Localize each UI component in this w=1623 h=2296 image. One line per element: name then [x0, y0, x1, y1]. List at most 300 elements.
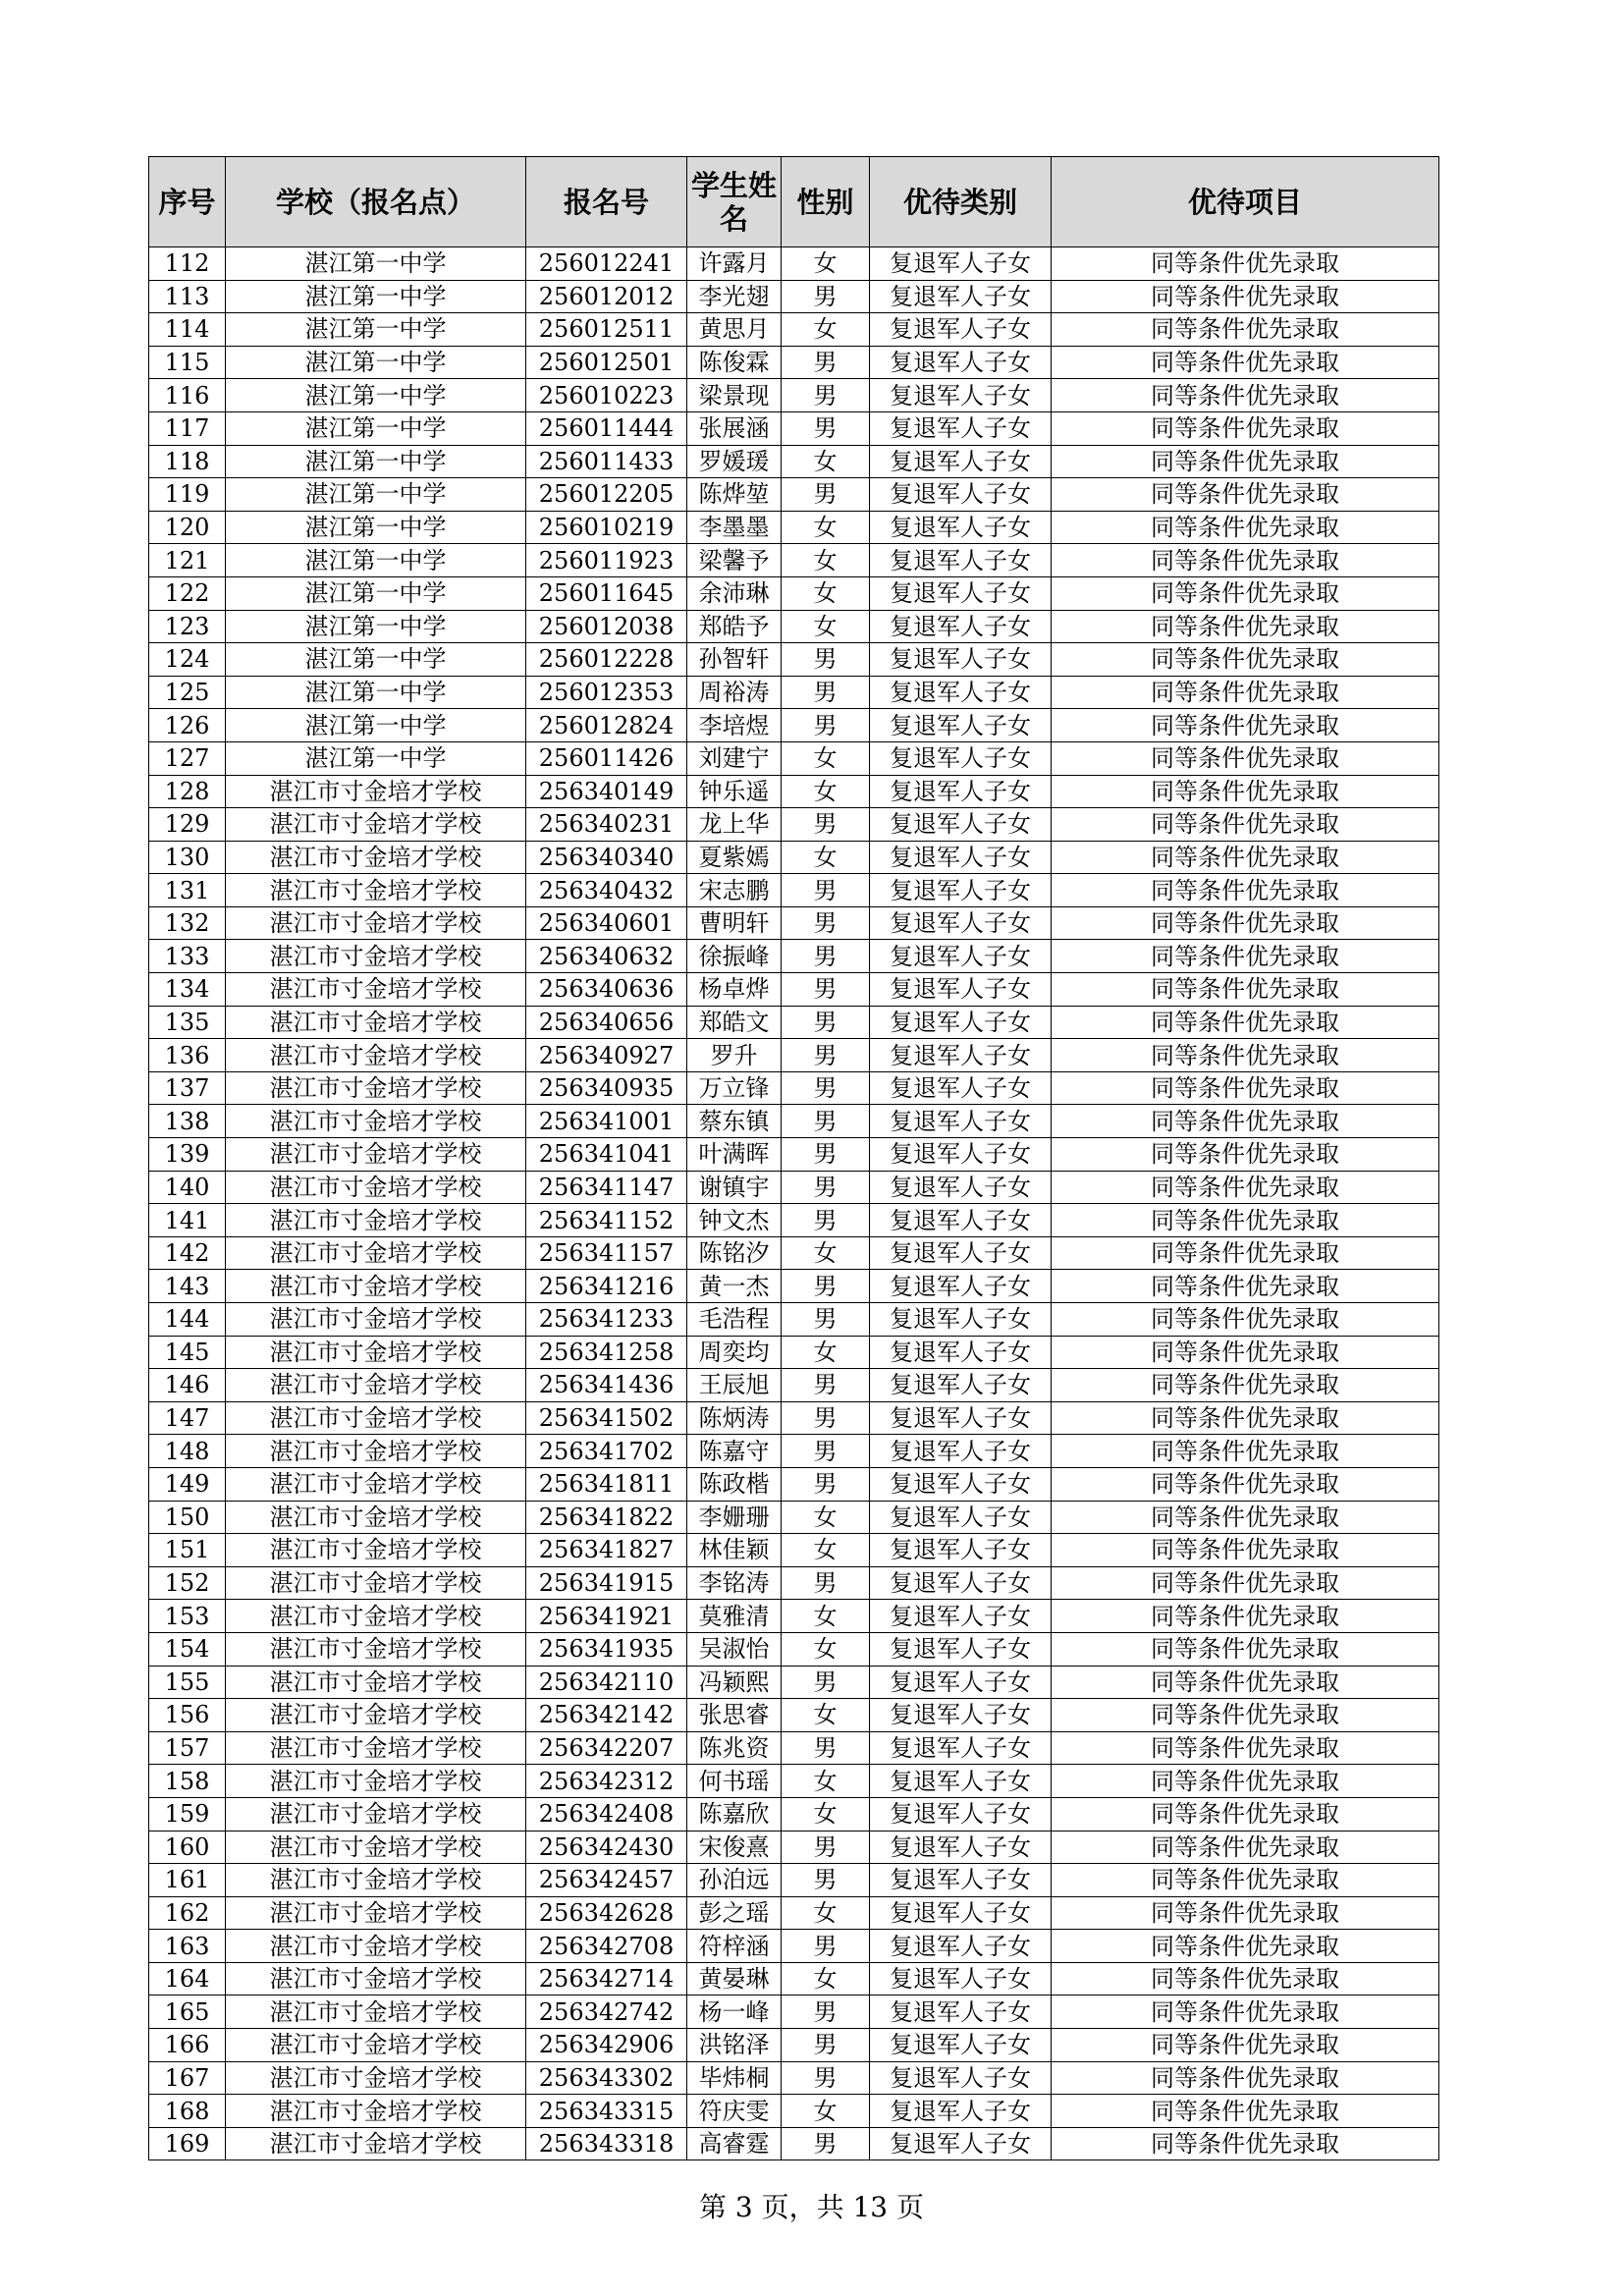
cell-student-name: 冯颖熙 — [687, 1666, 782, 1699]
cell-reg-number: 256341915 — [526, 1566, 687, 1600]
cell-priority-category: 复退军人子女 — [870, 1765, 1052, 1798]
cell-serial: 129 — [149, 808, 226, 842]
cell-gender: 女 — [782, 576, 870, 610]
cell-reg-number: 256342312 — [526, 1765, 687, 1798]
cell-school: 湛江市寸金培才学校 — [226, 1699, 526, 1732]
cell-school: 湛江市寸金培才学校 — [226, 1401, 526, 1435]
cell-gender: 女 — [782, 2095, 870, 2128]
cell-serial: 140 — [149, 1171, 226, 1204]
cell-student-name: 罗媛瑗 — [687, 445, 782, 478]
cell-serial: 113 — [149, 280, 226, 313]
cell-student-name: 李光翅 — [687, 280, 782, 313]
cell-student-name: 刘建宁 — [687, 741, 782, 775]
cell-gender: 男 — [782, 1930, 870, 1963]
cell-serial: 124 — [149, 643, 226, 677]
cell-gender: 男 — [782, 1435, 870, 1468]
cell-reg-number: 256341935 — [526, 1632, 687, 1666]
header-serial: 序号 — [149, 157, 226, 247]
cell-priority-category: 复退军人子女 — [870, 1699, 1052, 1732]
cell-school: 湛江第一中学 — [226, 643, 526, 677]
cell-student-name: 符梓涵 — [687, 1930, 782, 1963]
cell-priority-item: 同等条件优先录取 — [1052, 709, 1439, 742]
cell-student-name: 黄晏琳 — [687, 1962, 782, 1995]
cell-serial: 135 — [149, 1006, 226, 1039]
table-header-row — [149, 157, 1439, 247]
cell-priority-item: 同等条件优先录取 — [1052, 1039, 1439, 1072]
cell-priority-item: 同等条件优先录取 — [1052, 808, 1439, 842]
cell-gender: 男 — [782, 1138, 870, 1172]
header-priority-category: 优待类别 — [870, 157, 1052, 247]
cell-student-name: 钟文杰 — [687, 1204, 782, 1237]
cell-school: 湛江市寸金培才学校 — [226, 1171, 526, 1204]
cell-student-name: 林佳颖 — [687, 1534, 782, 1567]
cell-serial: 148 — [149, 1435, 226, 1468]
cell-school: 湛江市寸金培才学校 — [226, 1896, 526, 1930]
cell-priority-category: 复退军人子女 — [870, 1864, 1052, 1897]
cell-reg-number: 256342207 — [526, 1731, 687, 1765]
cell-reg-number: 256341216 — [526, 1270, 687, 1303]
cell-priority-item: 同等条件优先录取 — [1052, 1632, 1439, 1666]
table-row — [149, 1071, 1439, 1105]
cell-reg-number: 256341041 — [526, 1138, 687, 1172]
cell-reg-number: 256340927 — [526, 1039, 687, 1072]
cell-priority-item: 同等条件优先录取 — [1052, 1204, 1439, 1237]
cell-reg-number: 256011645 — [526, 576, 687, 610]
cell-priority-item: 同等条件优先录取 — [1052, 973, 1439, 1007]
cell-priority-category: 复退军人子女 — [870, 2061, 1052, 2095]
cell-reg-number: 256012205 — [526, 478, 687, 512]
cell-gender: 男 — [782, 643, 870, 677]
cell-priority-item: 同等条件优先录取 — [1052, 940, 1439, 973]
cell-priority-item: 同等条件优先录取 — [1052, 1006, 1439, 1039]
cell-gender: 男 — [782, 2061, 870, 2095]
cell-student-name: 许露月 — [687, 247, 782, 281]
cell-gender: 女 — [782, 1236, 870, 1270]
table-row — [149, 576, 1439, 610]
cell-priority-item: 同等条件优先录取 — [1052, 610, 1439, 643]
cell-gender: 男 — [782, 1071, 870, 1105]
cell-gender: 男 — [782, 1171, 870, 1204]
cell-school: 湛江市寸金培才学校 — [226, 1962, 526, 1995]
cell-priority-item: 同等条件优先录取 — [1052, 1336, 1439, 1369]
table-row — [149, 346, 1439, 379]
cell-reg-number: 256340340 — [526, 841, 687, 874]
cell-serial: 161 — [149, 1864, 226, 1897]
cell-priority-category: 复退军人子女 — [870, 1138, 1052, 1172]
cell-student-name: 黄思月 — [687, 313, 782, 347]
table-row — [149, 841, 1439, 874]
cell-reg-number: 256011433 — [526, 445, 687, 478]
cell-school: 湛江第一中学 — [226, 379, 526, 412]
cell-priority-category: 复退军人子女 — [870, 643, 1052, 677]
cell-priority-category: 复退军人子女 — [870, 313, 1052, 347]
cell-reg-number: 256341258 — [526, 1336, 687, 1369]
cell-priority-item: 同等条件优先录取 — [1052, 346, 1439, 379]
cell-priority-category: 复退军人子女 — [870, 808, 1052, 842]
cell-priority-category: 复退军人子女 — [870, 841, 1052, 874]
cell-priority-item: 同等条件优先录取 — [1052, 313, 1439, 347]
table-row — [149, 676, 1439, 709]
cell-priority-category: 复退军人子女 — [870, 1401, 1052, 1435]
table-row — [149, 544, 1439, 577]
cell-reg-number: 256342714 — [526, 1962, 687, 1995]
cell-serial: 116 — [149, 379, 226, 412]
cell-priority-item: 同等条件优先录取 — [1052, 1435, 1439, 1468]
cell-gender: 女 — [782, 1501, 870, 1534]
cell-priority-category: 复退军人子女 — [870, 1006, 1052, 1039]
table-row — [149, 1534, 1439, 1567]
cell-student-name: 叶满晖 — [687, 1138, 782, 1172]
cell-student-name: 王辰旭 — [687, 1369, 782, 1402]
cell-reg-number: 256340935 — [526, 1071, 687, 1105]
cell-serial: 151 — [149, 1534, 226, 1567]
admission-priority-table — [148, 156, 1439, 2160]
table-row — [149, 411, 1439, 445]
table-row — [149, 313, 1439, 347]
cell-reg-number: 256341822 — [526, 1501, 687, 1534]
cell-student-name: 徐振峰 — [687, 940, 782, 973]
table-row — [149, 1039, 1439, 1072]
table-row — [149, 808, 1439, 842]
cell-serial: 126 — [149, 709, 226, 742]
cell-serial: 136 — [149, 1039, 226, 1072]
cell-priority-item: 同等条件优先录取 — [1052, 280, 1439, 313]
cell-school: 湛江市寸金培才学校 — [226, 1501, 526, 1534]
cell-serial: 115 — [149, 346, 226, 379]
cell-priority-category: 复退军人子女 — [870, 940, 1052, 973]
header-reg-number: 报名号 — [526, 157, 687, 247]
cell-serial: 164 — [149, 1962, 226, 1995]
cell-priority-item: 同等条件优先录取 — [1052, 1566, 1439, 1600]
cell-priority-item: 同等条件优先录取 — [1052, 1995, 1439, 2029]
table-row — [149, 1699, 1439, 1732]
cell-student-name: 孙泊远 — [687, 1864, 782, 1897]
cell-priority-item: 同等条件优先录取 — [1052, 2127, 1439, 2160]
cell-serial: 132 — [149, 906, 226, 940]
cell-reg-number: 256011923 — [526, 544, 687, 577]
cell-school: 湛江市寸金培才学校 — [226, 808, 526, 842]
cell-priority-category: 复退军人子女 — [870, 1303, 1052, 1337]
table-row — [149, 2029, 1439, 2062]
cell-priority-item: 同等条件优先录取 — [1052, 1501, 1439, 1534]
table-row — [149, 1204, 1439, 1237]
cell-serial: 155 — [149, 1666, 226, 1699]
cell-reg-number: 256340432 — [526, 874, 687, 907]
cell-priority-item: 同等条件优先录取 — [1052, 2029, 1439, 2062]
cell-school: 湛江第一中学 — [226, 741, 526, 775]
cell-priority-category: 复退军人子女 — [870, 247, 1052, 281]
cell-priority-category: 复退军人子女 — [870, 1039, 1052, 1072]
cell-gender: 男 — [782, 1006, 870, 1039]
cell-school: 湛江市寸金培才学校 — [226, 1138, 526, 1172]
cell-school: 湛江第一中学 — [226, 610, 526, 643]
cell-reg-number: 256342906 — [526, 2029, 687, 2062]
cell-serial: 134 — [149, 973, 226, 1007]
cell-priority-category: 复退军人子女 — [870, 576, 1052, 610]
cell-gender: 女 — [782, 445, 870, 478]
cell-school: 湛江市寸金培才学校 — [226, 1632, 526, 1666]
cell-serial: 144 — [149, 1303, 226, 1337]
cell-serial: 118 — [149, 445, 226, 478]
cell-reg-number: 256341921 — [526, 1600, 687, 1633]
cell-serial: 125 — [149, 676, 226, 709]
cell-priority-category: 复退军人子女 — [870, 1896, 1052, 1930]
cell-reg-number: 256012228 — [526, 643, 687, 677]
cell-gender: 男 — [782, 709, 870, 742]
cell-school: 湛江市寸金培才学校 — [226, 2095, 526, 2128]
cell-priority-category: 复退军人子女 — [870, 511, 1052, 544]
table-row — [149, 1303, 1439, 1337]
table-row — [149, 2127, 1439, 2160]
cell-reg-number: 256340632 — [526, 940, 687, 973]
cell-serial: 133 — [149, 940, 226, 973]
cell-priority-category: 复退军人子女 — [870, 1731, 1052, 1765]
table-row — [149, 379, 1439, 412]
cell-priority-item: 同等条件优先录取 — [1052, 1401, 1439, 1435]
cell-priority-category: 复退军人子女 — [870, 741, 1052, 775]
cell-gender: 女 — [782, 741, 870, 775]
cell-school: 湛江市寸金培才学校 — [226, 1204, 526, 1237]
cell-priority-item: 同等条件优先录取 — [1052, 1666, 1439, 1699]
cell-serial: 146 — [149, 1369, 226, 1402]
cell-reg-number: 256341001 — [526, 1105, 687, 1138]
cell-serial: 139 — [149, 1138, 226, 1172]
cell-serial: 119 — [149, 478, 226, 512]
cell-serial: 128 — [149, 775, 226, 808]
cell-school: 湛江市寸金培才学校 — [226, 1831, 526, 1864]
cell-gender: 男 — [782, 1467, 870, 1501]
cell-school: 湛江第一中学 — [226, 576, 526, 610]
cell-gender: 男 — [782, 1303, 870, 1337]
cell-reg-number: 256342142 — [526, 1699, 687, 1732]
cell-priority-item: 同等条件优先录取 — [1052, 1105, 1439, 1138]
cell-gender: 女 — [782, 1896, 870, 1930]
cell-reg-number: 256012824 — [526, 709, 687, 742]
cell-serial: 163 — [149, 1930, 226, 1963]
table-row — [149, 1006, 1439, 1039]
table-row — [149, 1896, 1439, 1930]
cell-gender: 女 — [782, 1336, 870, 1369]
cell-reg-number: 256012038 — [526, 610, 687, 643]
cell-serial: 160 — [149, 1831, 226, 1864]
cell-serial: 169 — [149, 2127, 226, 2160]
cell-school: 湛江市寸金培才学校 — [226, 1534, 526, 1567]
cell-reg-number: 256341827 — [526, 1534, 687, 1567]
table-row — [149, 1666, 1439, 1699]
table-row — [149, 1600, 1439, 1633]
cell-priority-item: 同等条件优先录取 — [1052, 1236, 1439, 1270]
cell-priority-category: 复退军人子女 — [870, 1632, 1052, 1666]
table-row — [149, 511, 1439, 544]
table-row — [149, 1831, 1439, 1864]
cell-gender: 男 — [782, 379, 870, 412]
cell-school: 湛江市寸金培才学校 — [226, 1995, 526, 2029]
table-row — [149, 973, 1439, 1007]
cell-priority-category: 复退军人子女 — [870, 1995, 1052, 2029]
cell-gender: 男 — [782, 1831, 870, 1864]
cell-student-name: 陈铭汐 — [687, 1236, 782, 1270]
cell-student-name: 陈兆资 — [687, 1731, 782, 1765]
table-row — [149, 247, 1439, 281]
cell-priority-item: 同等条件优先录取 — [1052, 247, 1439, 281]
cell-serial: 117 — [149, 411, 226, 445]
cell-gender: 男 — [782, 1864, 870, 1897]
table-row — [149, 1270, 1439, 1303]
cell-priority-item: 同等条件优先录取 — [1052, 1534, 1439, 1567]
cell-gender: 男 — [782, 1039, 870, 1072]
cell-school: 湛江第一中学 — [226, 280, 526, 313]
table-row — [149, 775, 1439, 808]
cell-reg-number: 256341157 — [526, 1236, 687, 1270]
cell-gender: 男 — [782, 280, 870, 313]
table-row — [149, 1566, 1439, 1600]
cell-student-name: 李铭涛 — [687, 1566, 782, 1600]
cell-student-name: 莫雅清 — [687, 1600, 782, 1633]
cell-school: 湛江市寸金培才学校 — [226, 1303, 526, 1337]
cell-gender: 女 — [782, 1534, 870, 1567]
cell-school: 湛江市寸金培才学校 — [226, 1666, 526, 1699]
cell-reg-number: 256012241 — [526, 247, 687, 281]
cell-gender: 女 — [782, 1962, 870, 1995]
table-row — [149, 445, 1439, 478]
cell-reg-number: 256011426 — [526, 741, 687, 775]
cell-priority-item: 同等条件优先录取 — [1052, 1930, 1439, 1963]
table-row — [149, 1864, 1439, 1897]
cell-serial: 167 — [149, 2061, 226, 2095]
cell-school: 湛江市寸金培才学校 — [226, 1071, 526, 1105]
cell-reg-number: 256341502 — [526, 1401, 687, 1435]
cell-serial: 147 — [149, 1401, 226, 1435]
cell-gender: 男 — [782, 1105, 870, 1138]
cell-school: 湛江市寸金培才学校 — [226, 1731, 526, 1765]
cell-student-name: 黄一杰 — [687, 1270, 782, 1303]
cell-student-name: 郑皓予 — [687, 610, 782, 643]
cell-school: 湛江市寸金培才学校 — [226, 940, 526, 973]
cell-gender: 女 — [782, 1797, 870, 1831]
cell-school: 湛江市寸金培才学校 — [226, 874, 526, 907]
cell-student-name: 蔡东镇 — [687, 1105, 782, 1138]
cell-school: 湛江市寸金培才学校 — [226, 1435, 526, 1468]
cell-student-name: 杨一峰 — [687, 1995, 782, 2029]
cell-reg-number: 256341233 — [526, 1303, 687, 1337]
cell-priority-item: 同等条件优先录取 — [1052, 576, 1439, 610]
table-row — [149, 478, 1439, 512]
cell-priority-category: 复退军人子女 — [870, 445, 1052, 478]
cell-reg-number: 256340601 — [526, 906, 687, 940]
table-row — [149, 2061, 1439, 2095]
cell-reg-number: 256343302 — [526, 2061, 687, 2095]
cell-reg-number: 256342430 — [526, 1831, 687, 1864]
table-row — [149, 1171, 1439, 1204]
cell-priority-item: 同等条件优先录取 — [1052, 1138, 1439, 1172]
cell-priority-category: 复退军人子女 — [870, 1204, 1052, 1237]
cell-priority-item: 同等条件优先录取 — [1052, 1962, 1439, 1995]
table-row — [149, 906, 1439, 940]
table-row — [149, 643, 1439, 677]
cell-school: 湛江第一中学 — [226, 411, 526, 445]
cell-priority-category: 复退军人子女 — [870, 2095, 1052, 2128]
cell-gender: 女 — [782, 247, 870, 281]
cell-student-name: 梁馨予 — [687, 544, 782, 577]
cell-reg-number: 256341811 — [526, 1467, 687, 1501]
header-priority-item: 优待项目 — [1052, 157, 1439, 247]
cell-student-name: 毕炜桐 — [687, 2061, 782, 2095]
cell-serial: 168 — [149, 2095, 226, 2128]
cell-priority-category: 复退军人子女 — [870, 1566, 1052, 1600]
cell-serial: 123 — [149, 610, 226, 643]
cell-reg-number: 256342110 — [526, 1666, 687, 1699]
cell-student-name: 高睿霆 — [687, 2127, 782, 2160]
cell-priority-category: 复退军人子女 — [870, 1962, 1052, 1995]
cell-student-name: 梁景现 — [687, 379, 782, 412]
cell-priority-category: 复退军人子女 — [870, 544, 1052, 577]
cell-school: 湛江第一中学 — [226, 676, 526, 709]
cell-priority-category: 复退军人子女 — [870, 280, 1052, 313]
cell-gender: 男 — [782, 1401, 870, 1435]
table-row — [149, 940, 1439, 973]
cell-priority-item: 同等条件优先录取 — [1052, 1699, 1439, 1732]
cell-school: 湛江市寸金培才学校 — [226, 1006, 526, 1039]
table-row — [149, 610, 1439, 643]
cell-gender: 女 — [782, 511, 870, 544]
cell-school: 湛江第一中学 — [226, 709, 526, 742]
cell-gender: 男 — [782, 874, 870, 907]
table-row — [149, 1401, 1439, 1435]
cell-gender: 女 — [782, 775, 870, 808]
cell-student-name: 陈嘉欣 — [687, 1797, 782, 1831]
cell-serial: 166 — [149, 2029, 226, 2062]
header-student-name: 学生姓名 — [687, 157, 782, 247]
cell-priority-category: 复退军人子女 — [870, 1369, 1052, 1402]
cell-student-name: 何书瑶 — [687, 1765, 782, 1798]
cell-priority-item: 同等条件优先录取 — [1052, 1864, 1439, 1897]
table-row — [149, 1105, 1439, 1138]
table-row — [149, 709, 1439, 742]
cell-priority-item: 同等条件优先录取 — [1052, 1600, 1439, 1633]
cell-student-name: 夏紫嫣 — [687, 841, 782, 874]
cell-priority-item: 同等条件优先录取 — [1052, 775, 1439, 808]
cell-student-name: 吴淑怡 — [687, 1632, 782, 1666]
table-row — [149, 1336, 1439, 1369]
cell-gender: 男 — [782, 973, 870, 1007]
cell-reg-number: 256012511 — [526, 313, 687, 347]
cell-serial: 130 — [149, 841, 226, 874]
cell-gender: 男 — [782, 1270, 870, 1303]
cell-priority-category: 复退军人子女 — [870, 1105, 1052, 1138]
cell-gender: 男 — [782, 906, 870, 940]
cell-priority-item: 同等条件优先录取 — [1052, 1731, 1439, 1765]
cell-student-name: 毛浩程 — [687, 1303, 782, 1337]
cell-serial: 159 — [149, 1797, 226, 1831]
cell-priority-item: 同等条件优先录取 — [1052, 1270, 1439, 1303]
cell-school: 湛江市寸金培才学校 — [226, 775, 526, 808]
cell-priority-category: 复退军人子女 — [870, 346, 1052, 379]
cell-priority-category: 复退军人子女 — [870, 1930, 1052, 1963]
cell-student-name: 张思睿 — [687, 1699, 782, 1732]
cell-gender: 男 — [782, 808, 870, 842]
cell-gender: 男 — [782, 411, 870, 445]
table-row — [149, 741, 1439, 775]
cell-student-name: 钟乐遥 — [687, 775, 782, 808]
cell-serial: 143 — [149, 1270, 226, 1303]
cell-school: 湛江市寸金培才学校 — [226, 906, 526, 940]
cell-gender: 男 — [782, 940, 870, 973]
table-row — [149, 1467, 1439, 1501]
cell-priority-category: 复退军人子女 — [870, 1831, 1052, 1864]
cell-serial: 145 — [149, 1336, 226, 1369]
cell-student-name: 罗升 — [687, 1039, 782, 1072]
cell-school: 湛江第一中学 — [226, 511, 526, 544]
